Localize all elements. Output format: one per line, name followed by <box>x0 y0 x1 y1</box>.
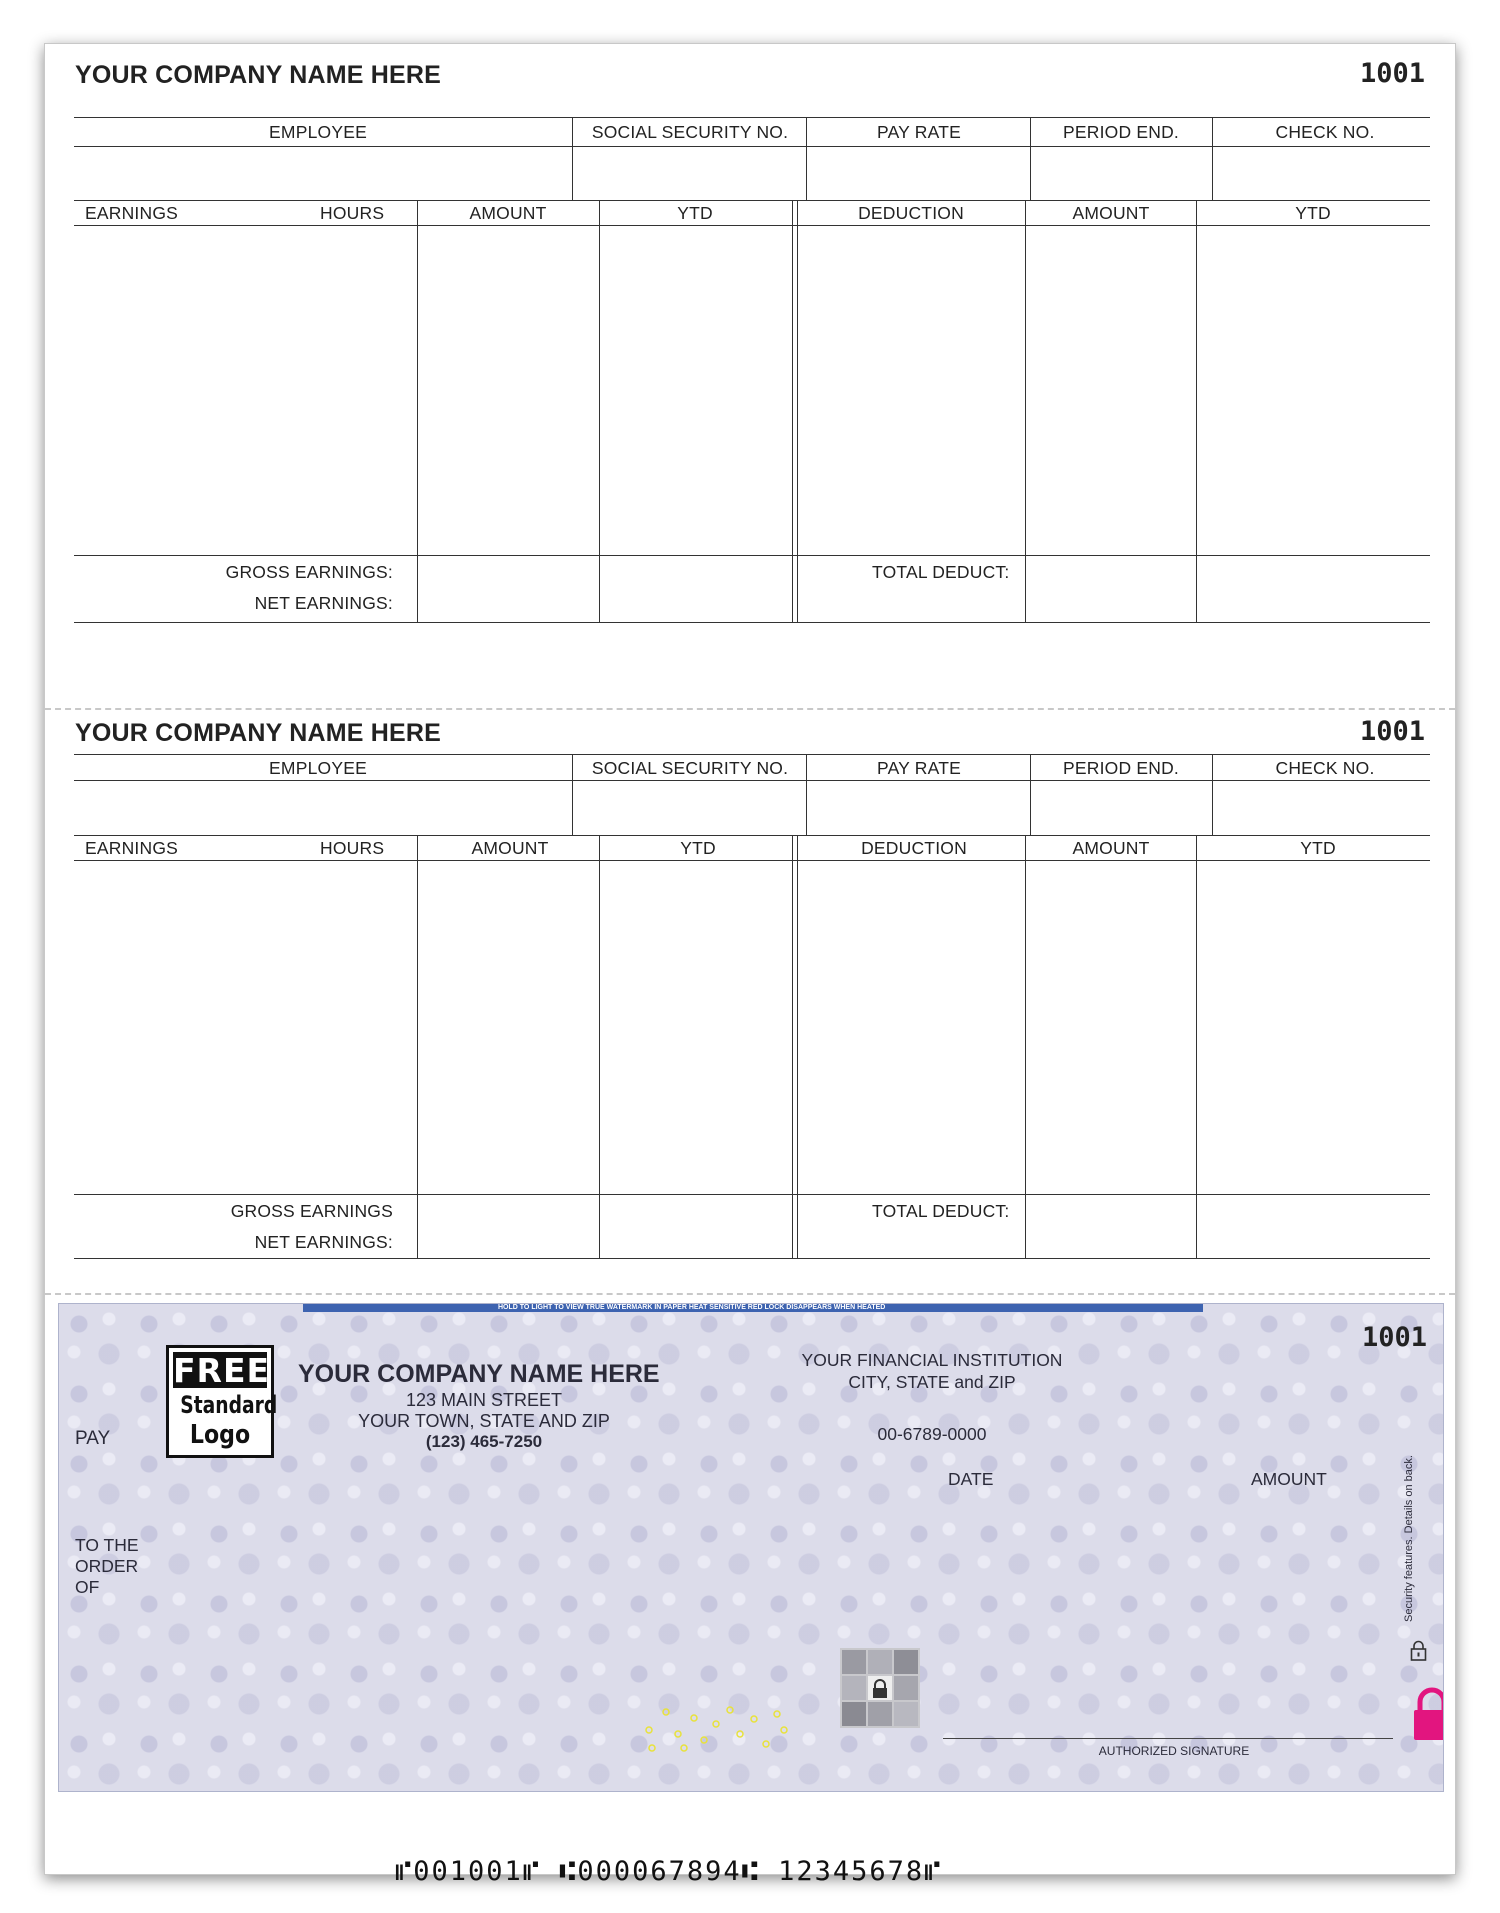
header-check-no: CHECK NO. <box>1275 122 1375 142</box>
security-features-note: Security features. Details on back. <box>1403 1455 1415 1622</box>
total-deduct-label: TOTAL DEDUCT: <box>872 562 1010 582</box>
header-employee: EMPLOYEE <box>269 122 367 142</box>
stub2-check-number: 1001 <box>1359 716 1425 747</box>
order-line-2: ORDER <box>75 1556 139 1576</box>
amount-label: AMOUNT <box>1251 1469 1327 1489</box>
header-ssn: SOCIAL SECURITY NO. <box>591 122 789 142</box>
stub1-company-name: YOUR COMPANY NAME HERE <box>75 61 442 89</box>
security-banner <box>303 1304 1203 1312</box>
net-earnings-label: NET EARNINGS: <box>254 1232 393 1252</box>
hologram-security-icon <box>840 1648 920 1728</box>
logo-logo-text: Logo <box>189 1420 251 1450</box>
col-deduct-ytd: YTD <box>1295 203 1331 223</box>
order-line-1: TO THE <box>75 1535 139 1555</box>
col-deduct-amount: AMOUNT <box>1072 838 1150 858</box>
gross-earnings-label: GROSS EARNINGS: <box>225 562 393 582</box>
logo-free-text: FREE <box>173 1351 271 1390</box>
perforation-2 <box>45 1293 1455 1295</box>
gross-earnings-label: GROSS EARNINGS <box>230 1201 393 1221</box>
col-hours: HOURS <box>320 838 385 858</box>
col-amount: AMOUNT <box>469 203 547 223</box>
rule <box>74 860 1430 861</box>
signature-line <box>943 1738 1393 1739</box>
col-ytd: YTD <box>677 203 713 223</box>
padlock-icon <box>1410 1640 1427 1662</box>
rule <box>1212 754 1213 835</box>
col-ytd: YTD <box>680 838 716 858</box>
security-banner-text: HOLD TO LIGHT TO VIEW TRUE WATERMARK IN PAPER HEAT SENSITIVE RED LOCK DISAPPEARS WHEN HEATED <box>498 1304 886 1311</box>
header-pay-rate: PAY RATE <box>877 122 961 142</box>
header-pay-rate: PAY RATE <box>877 758 961 778</box>
col-earnings: EARNINGS <box>85 838 179 858</box>
order-line-3: OF <box>75 1577 100 1597</box>
header-period-end: PERIOD END. <box>1063 122 1179 142</box>
col-hours: HOURS <box>320 203 385 223</box>
micr-line: ⑈001001⑈ ⑆000067894⑆ 12345678⑈ <box>395 1856 943 1887</box>
date-label: DATE <box>948 1469 994 1489</box>
check-body <box>58 1303 1444 1792</box>
header-period-end: PERIOD END. <box>1063 758 1179 778</box>
rule <box>74 780 1430 781</box>
bank-name: YOUR FINANCIAL INSTITUTION <box>801 1350 1063 1370</box>
rule <box>572 754 573 835</box>
check-company-name: YOUR COMPANY NAME HERE <box>298 1360 660 1388</box>
authorized-signature-label: AUTHORIZED SIGNATURE <box>1098 1744 1250 1758</box>
col-deduct-amount: AMOUNT <box>1072 203 1150 223</box>
rule <box>74 754 1430 755</box>
pay-label: PAY <box>75 1428 111 1449</box>
rule <box>1030 754 1031 835</box>
company-logo <box>166 1345 278 1458</box>
rule <box>806 754 807 835</box>
header-ssn: SOCIAL SECURITY NO. <box>591 758 789 778</box>
col-deduct-ytd: YTD <box>1300 838 1336 858</box>
header-check-no: CHECK NO. <box>1275 758 1375 778</box>
net-earnings-label: NET EARNINGS: <box>254 593 393 613</box>
col-deduction: DEDUCTION <box>861 838 967 858</box>
check-number: 1001 <box>1361 1322 1427 1353</box>
col-deduction: DEDUCTION <box>858 203 964 223</box>
check-document <box>44 43 1456 1887</box>
rule <box>74 1194 1430 1195</box>
company-phone: (123) 465-7250 <box>425 1432 543 1451</box>
company-address-street: 123 MAIN STREET <box>405 1390 563 1410</box>
microprint-dots-icon <box>644 1704 789 1754</box>
col-amount: AMOUNT <box>471 838 549 858</box>
red-lock-icon <box>1412 1686 1444 1742</box>
bank-city: CITY, STATE and ZIP <box>848 1372 1016 1392</box>
fraction-code: 00-6789-0000 <box>877 1424 987 1444</box>
pay-stub-2 <box>45 44 1455 1294</box>
rule <box>74 1258 1430 1259</box>
company-address-city: YOUR TOWN, STATE AND ZIP <box>358 1411 610 1431</box>
rule <box>74 835 1430 836</box>
col-earnings: EARNINGS <box>85 203 179 223</box>
stub2-company-name: YOUR COMPANY NAME HERE <box>75 719 442 747</box>
header-employee: EMPLOYEE <box>269 758 367 778</box>
stub1-check-number: 1001 <box>1359 58 1425 89</box>
logo-standard-text: Standard <box>180 1391 278 1419</box>
total-deduct-label: TOTAL DEDUCT: <box>872 1201 1010 1221</box>
